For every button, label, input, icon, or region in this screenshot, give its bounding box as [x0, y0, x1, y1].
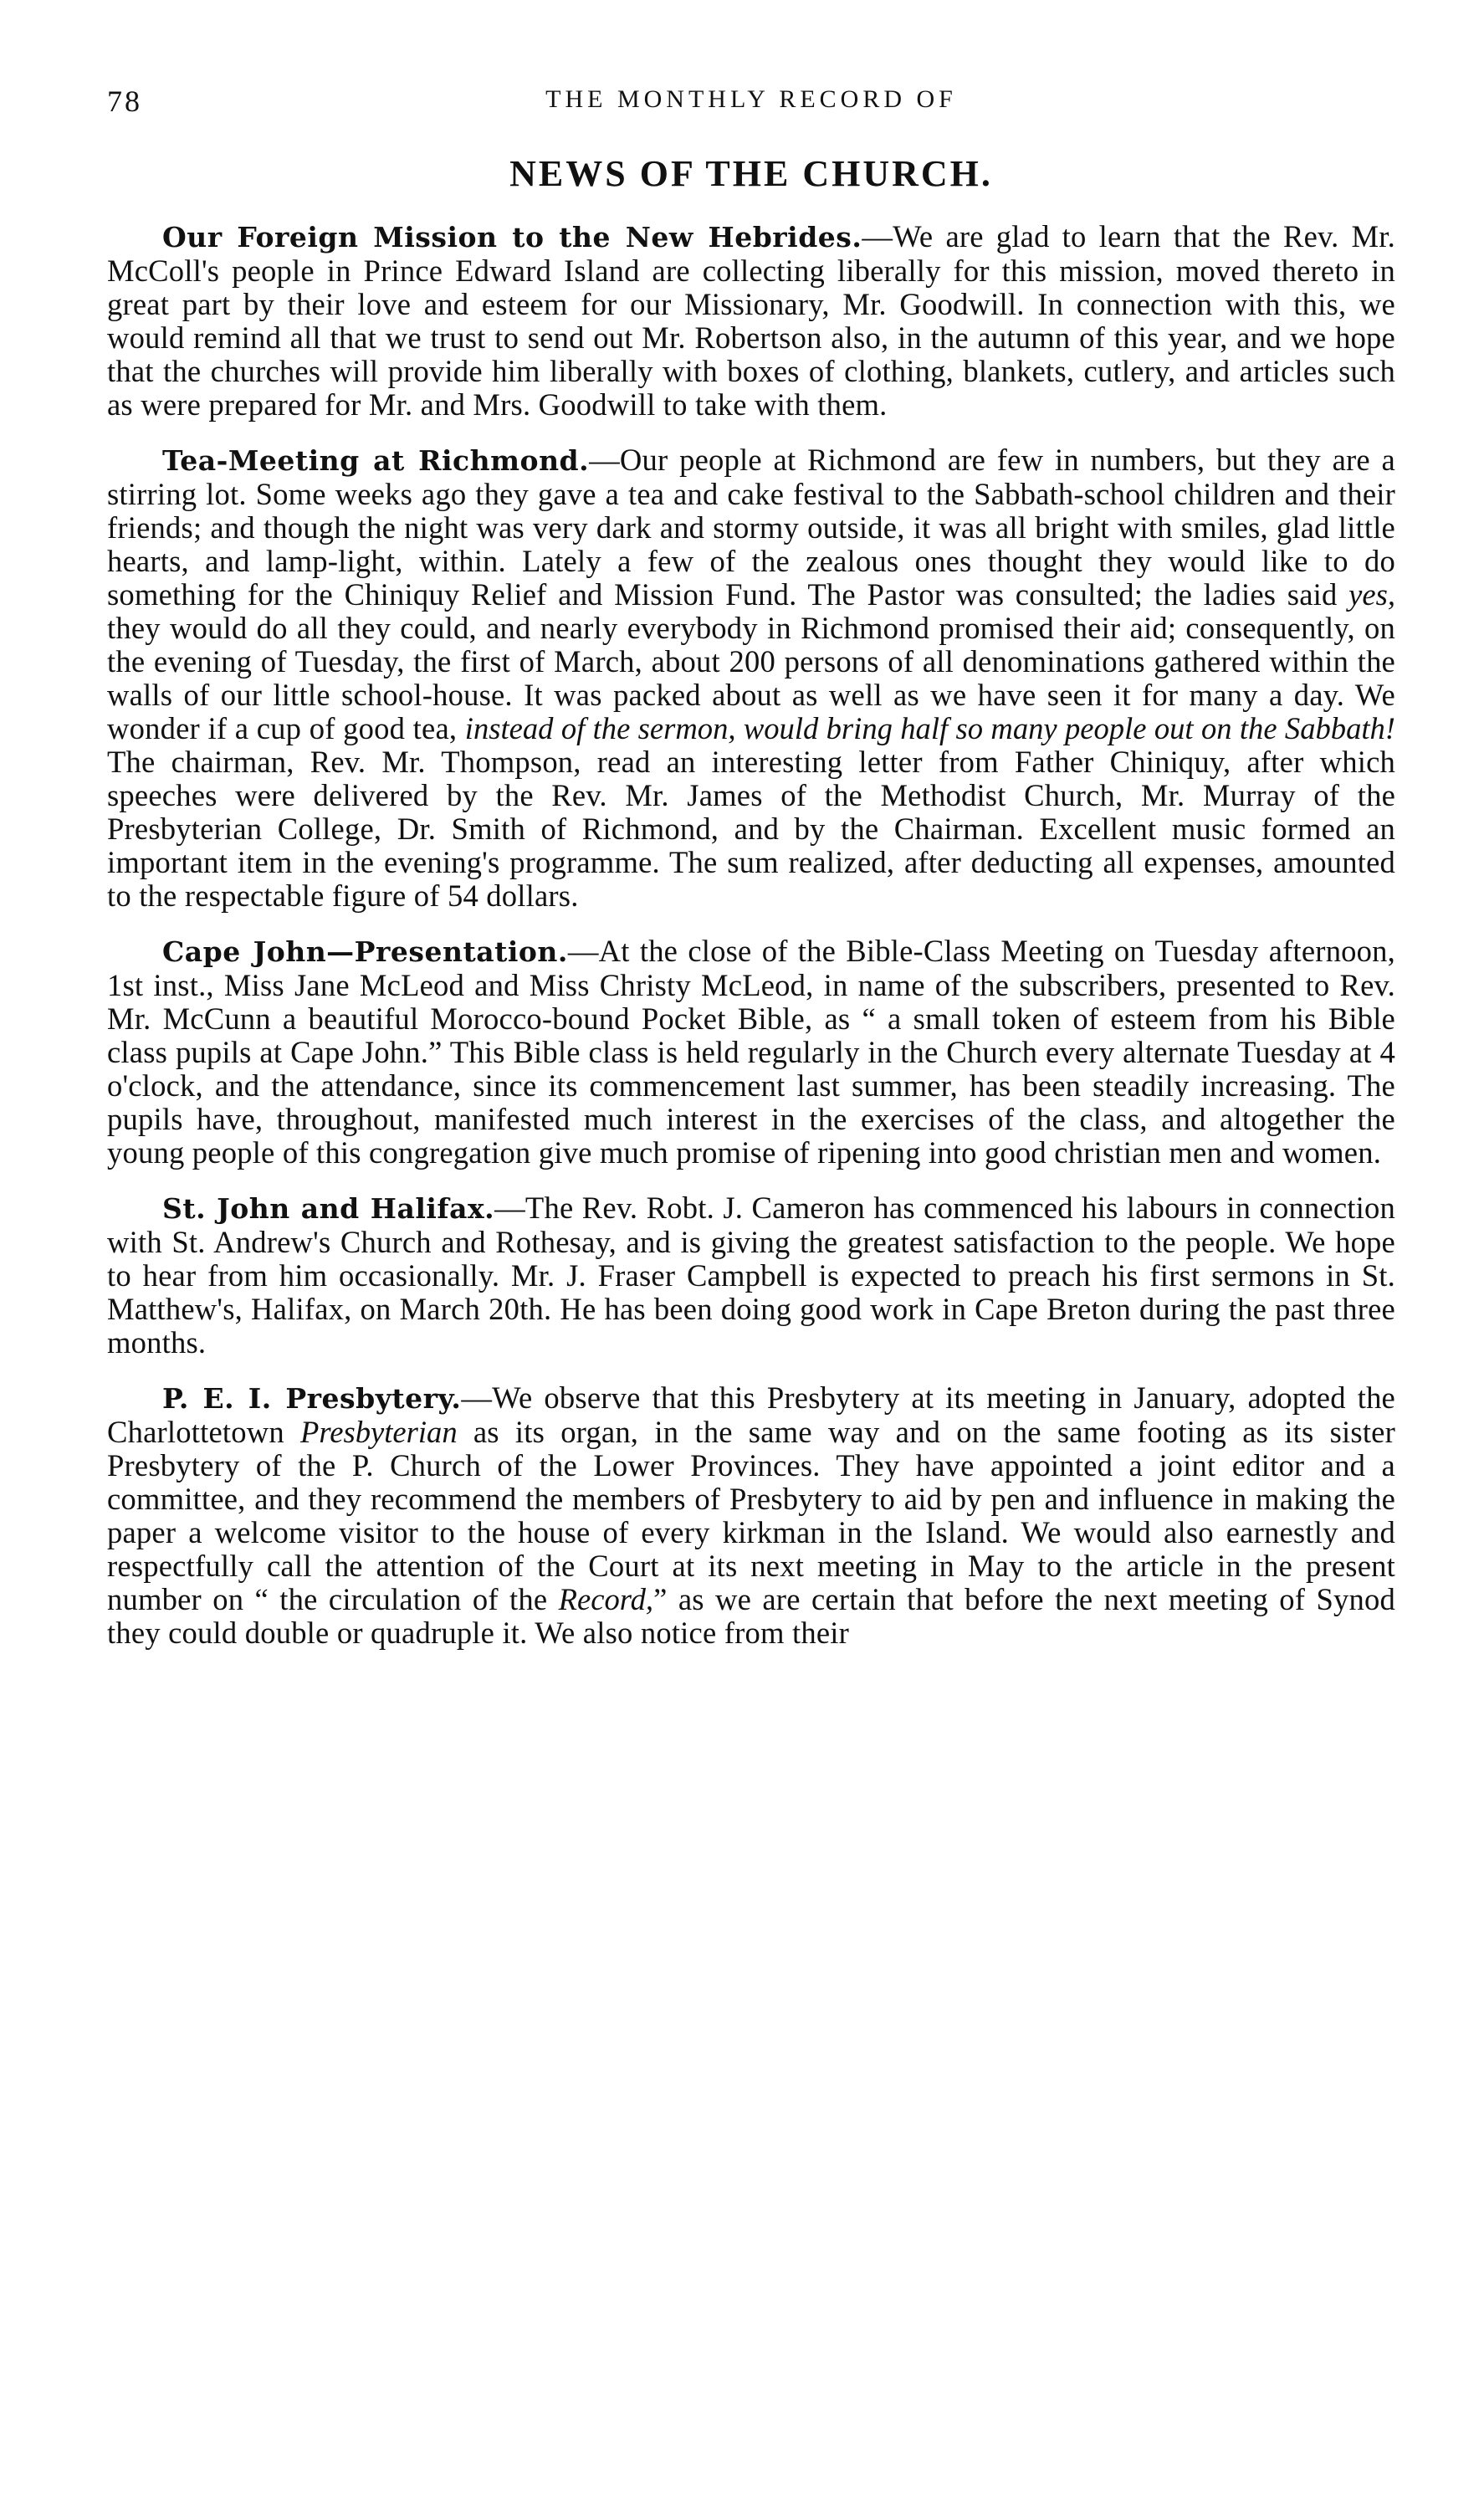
article-italic-presbyterian: Presbyterian	[300, 1415, 458, 1449]
article-cape-john	[107, 935, 1395, 1170]
article-body: —We observe that this Presbytery at its meeting in January, adopted the Charlottetown	[107, 1380, 1395, 1449]
article-headline: P. E. I. Presbytery.	[162, 1382, 462, 1415]
running-title: THE MONTHLY RECORD OF	[545, 85, 957, 113]
article-st-john-halifax	[107, 1191, 1395, 1360]
running-head	[107, 84, 1395, 134]
article-body-end: ” as we are certain that before the next meeting of Synod they could double or quadruple it. We also notice from their	[107, 1582, 1395, 1650]
article-italic-record: Record,	[558, 1582, 654, 1616]
article-body: —The Rev. Robt. J. Cameron has commenced his labours in connection with St. Andrew's Church and Rothesay, and is giving the greatest satisfaction to the people. We hope to hear from him occasionally. Mr. J. Fraser Campbell is expected to preach his first sermons in St. Matthew's, Halifax, on March 20th. He has been doing good work in Cape Breton during the past three months.	[107, 1191, 1395, 1360]
document-page	[107, 84, 1395, 1672]
article-body-continued: they would do all they could, and nearly everybody in Richmond promised their aid; consequently, on the evening of Tuesday, the first of March, about 200 persons of all denominations gathered within the walls of our little school-house. It was packed about as well as we have seen it for many a day. We wonder if a cup of good tea,	[107, 611, 1395, 745]
article-body: —We are glad to learn that the Rev. Mr. McColl's people in Prince Edward Island are collecting liberally for this mission, moved thereto in great part by their love and esteem for our Missionary, Mr. Goodwill. In connection with this, we would remind all that we trust to send out Mr. Robertson also, in the autumn of this year, and we hope that the churches will provide him liberally with boxes of clothing, blankets, cutlery, and articles such as were prepared for Mr. and Mrs. Goodwill to take with them.	[107, 219, 1395, 422]
article-body-end: The chairman, Rev. Mr. Thompson, read an interesting letter from Father Chiniquy, after which speeches were delivered by the Rev. Mr. James of the Methodist Church, Mr. Murray of the Presbyterian College, Dr. Smith of Richmond, and by the Chairman. Excellent music formed an important item in the evening's programme. The sum realized, after deducting all expenses, amounted to the respectable figure of 54 dollars.	[107, 745, 1395, 913]
article-tea-meeting	[107, 443, 1395, 913]
article-pei-presbytery	[107, 1381, 1395, 1650]
article-body: —At the close of the Bible-Class Meeting on Tuesday afternoon, 1st inst., Miss Jane McLeod and Miss Christy McLeod, in name of the subscribers, presented to Rev. Mr. McCunn a beautiful Morocco-bound Pocket Bible, as “ a small token of esteem from his Bible class pupils at Cape John.” This Bible class is held regularly in the Church every alternate Tuesday at 4 o'clock, and the attendance, since its commencement last summer, has been steadily increasing. The pupils have, throughout, manifested much interest in the exercises of the class, and altogether the young people of this congregation give much promise of ripening into good christian men and women.	[107, 934, 1395, 1170]
page-number: 78	[107, 84, 142, 118]
article-headline: Tea-Meeting at Richmond.	[162, 444, 590, 477]
article-headline: Cape John—Presentation.	[162, 935, 568, 968]
article-italic-phrase: instead of the sermon, would bring half so many people out on the Sabbath!	[464, 711, 1395, 745]
article-italic-yes: yes,	[1348, 577, 1395, 612]
article-body: —Our people at Richmond are few in numbers, but they are a stirring lot. Some weeks ago they gave a tea and cake festival to the Sabbath-school children and their friends; and though the night was very dark and stormy outside, it was all bright with smiles, glad little hearts, and lamp-light, within. Lately a few of the zealous ones thought they would like to do something for the Chiniquy Relief and Mission Fund. The Pastor was consulted; the ladies said	[107, 443, 1395, 612]
section-title: NEWS OF THE CHURCH.	[509, 153, 993, 194]
article-foreign-mission	[107, 220, 1395, 422]
article-body-continued: as its organ, in the same way and on the same footing as its sister Presbytery of the P. Church of the Lower Provinces. They have appointed a joint editor and a committee, and they recommend the members of Presbytery to aid by pen and influence in making the paper a welcome visitor to the house of every kirkman in the Island. We would also earnestly and respectfully call the attention of the Court at its next meeting in May to the article in the present number on “ the circulation of the	[107, 1415, 1395, 1616]
article-headline: Our Foreign Mission to the New Hebrides.	[162, 221, 862, 253]
article-headline: St. John and Halifax.	[162, 1192, 495, 1225]
